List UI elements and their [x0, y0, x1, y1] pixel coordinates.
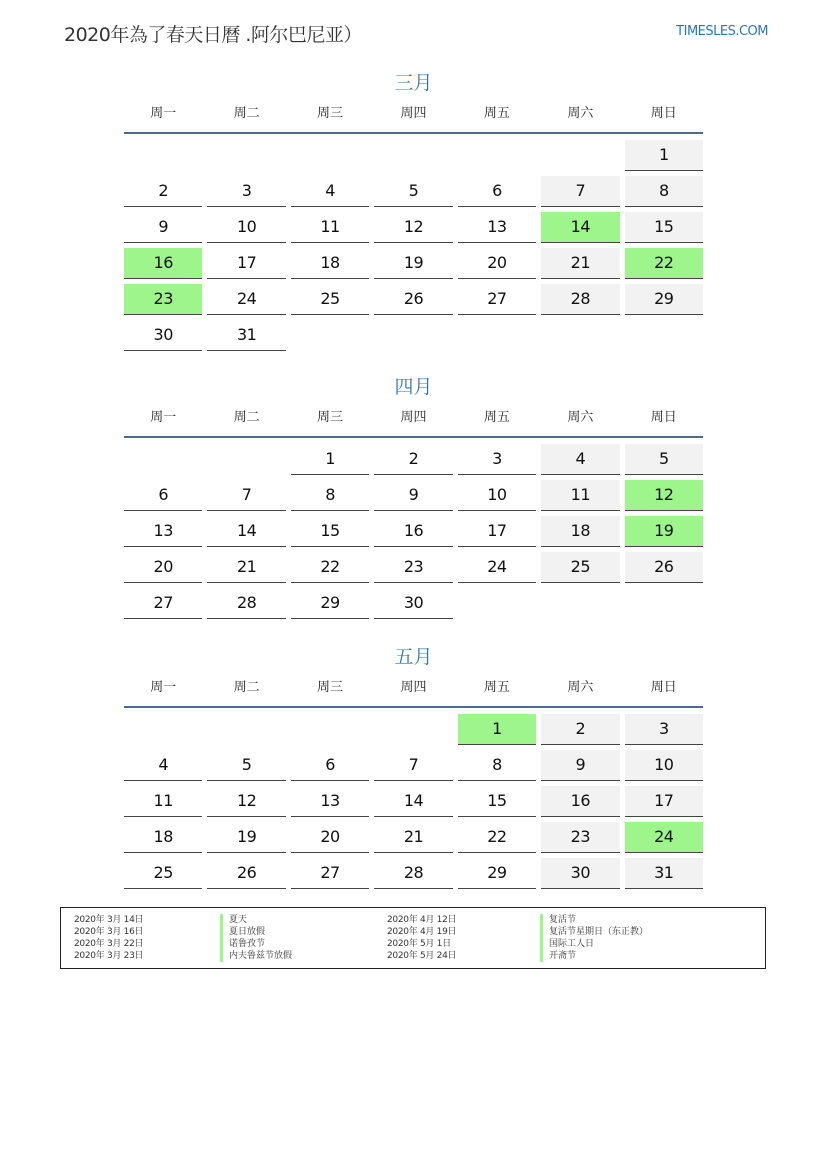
- weekend-day-cell: 7: [541, 176, 619, 207]
- day-cell: 13: [291, 786, 369, 817]
- day-cell: 30: [374, 588, 452, 619]
- holiday-day-cell: 22: [625, 248, 703, 279]
- weekday-label: 周六: [567, 680, 594, 695]
- day-cell: 29: [291, 588, 369, 619]
- legend-date: 2020年 3月 16日: [74, 927, 144, 937]
- day-cell: 23: [374, 552, 452, 583]
- day-cell: 21: [207, 552, 285, 583]
- weekend-day-cell: 9: [541, 750, 619, 781]
- day-cell: 16: [374, 516, 452, 547]
- day-cell: 25: [291, 284, 369, 315]
- day-cell: 24: [458, 552, 536, 583]
- weekend-day-cell: 4: [541, 444, 619, 475]
- holiday-day-cell: 24: [625, 822, 703, 853]
- day-cell: 5: [207, 750, 285, 781]
- day-cell: 17: [207, 248, 285, 279]
- day-cell: 20: [458, 248, 536, 279]
- legend-holiday-name: 开斋节: [540, 950, 576, 962]
- day-cell: 13: [458, 212, 536, 243]
- day-cell: 26: [374, 284, 452, 315]
- weekend-day-cell: 26: [625, 552, 703, 583]
- day-cell: 24: [207, 284, 285, 315]
- day-cell: 7: [207, 480, 285, 511]
- day-cell: 19: [207, 822, 285, 853]
- day-cell: 18: [124, 822, 202, 853]
- day-grid: [124, 714, 703, 889]
- weekend-day-cell: 8: [625, 176, 703, 207]
- day-cell: 6: [291, 750, 369, 781]
- day-cell: 12: [374, 212, 452, 243]
- weekend-day-cell: 16: [541, 786, 619, 817]
- weekday-header: [124, 402, 703, 438]
- legend-date: 2020年 3月 22日: [74, 939, 144, 949]
- holiday-day-cell: 23: [124, 284, 202, 315]
- day-cell: 22: [458, 822, 536, 853]
- weekend-day-cell: 28: [541, 284, 619, 315]
- day-grid: [124, 140, 703, 351]
- day-cell: 1: [291, 444, 369, 475]
- day-cell: 2: [124, 176, 202, 207]
- day-cell: 20: [291, 822, 369, 853]
- weekday-label: 周五: [483, 680, 510, 695]
- holiday-day-cell: 12: [625, 480, 703, 511]
- legend-holiday-name: 诺鲁孜节: [220, 938, 265, 950]
- day-cell: 10: [207, 212, 285, 243]
- month-may: [124, 642, 703, 889]
- legend-date: 2020年 4月 19日: [387, 927, 457, 937]
- month-title: 五月: [394, 646, 433, 668]
- day-cell: 12: [207, 786, 285, 817]
- month-march: [124, 68, 703, 351]
- weekend-day-cell: 1: [625, 140, 703, 171]
- holiday-day-cell: 16: [124, 248, 202, 279]
- weekend-day-cell: 10: [625, 750, 703, 781]
- weekend-day-cell: 15: [625, 212, 703, 243]
- day-cell: 28: [207, 588, 285, 619]
- weekday-label: 周六: [567, 410, 594, 425]
- day-cell: 19: [374, 248, 452, 279]
- day-cell: 25: [124, 858, 202, 889]
- legend-date: 2020年 5月 1日: [387, 939, 451, 949]
- day-cell: 9: [374, 480, 452, 511]
- legend-date: 2020年 4月 12日: [387, 915, 457, 925]
- weekday-label: 周一: [150, 680, 177, 695]
- day-cell: 5: [374, 176, 452, 207]
- page-title: 2020年為了春天日曆 .阿尔巴尼亚）: [64, 24, 362, 46]
- day-cell: 22: [291, 552, 369, 583]
- weekday-label: 周一: [150, 410, 177, 425]
- weekend-day-cell: 30: [541, 858, 619, 889]
- day-cell: 27: [291, 858, 369, 889]
- weekday-label: 周日: [650, 410, 677, 425]
- day-cell: 3: [207, 176, 285, 207]
- weekend-day-cell: 17: [625, 786, 703, 817]
- weekday-label: 周五: [483, 410, 510, 425]
- month-april: [124, 372, 703, 619]
- weekend-day-cell: 21: [541, 248, 619, 279]
- weekday-label: 周二: [233, 410, 260, 425]
- weekday-label: 周五: [483, 106, 510, 121]
- empty-cell: [124, 140, 202, 170]
- day-cell: 14: [207, 516, 285, 547]
- empty-cell: [374, 714, 452, 744]
- weekend-day-cell: 23: [541, 822, 619, 853]
- weekend-day-cell: 3: [625, 714, 703, 745]
- empty-cell: [291, 714, 369, 744]
- day-cell: 15: [458, 786, 536, 817]
- weekday-label: 周四: [400, 410, 427, 425]
- weekend-day-cell: 5: [625, 444, 703, 475]
- legend-holiday-name: 国际工人日: [540, 938, 594, 950]
- holiday-day-cell: 19: [625, 516, 703, 547]
- day-cell: 29: [458, 858, 536, 889]
- weekend-day-cell: 31: [625, 858, 703, 889]
- month-title: 三月: [394, 72, 433, 94]
- weekday-header: [124, 672, 703, 708]
- day-cell: 30: [124, 320, 202, 351]
- site-link[interactable]: TIMESLES.COM: [676, 24, 768, 39]
- day-cell: 15: [291, 516, 369, 547]
- empty-cell: [374, 140, 452, 170]
- weekend-day-cell: 2: [541, 714, 619, 745]
- empty-cell: [207, 444, 285, 474]
- legend-holiday-name: 内夫鲁兹节放假: [220, 950, 292, 962]
- day-cell: 11: [291, 212, 369, 243]
- legend-date: 2020年 3月 23日: [74, 951, 144, 961]
- empty-cell: [291, 140, 369, 170]
- weekday-label: 周日: [650, 680, 677, 695]
- day-cell: 28: [374, 858, 452, 889]
- weekday-label: 周四: [400, 106, 427, 121]
- legend-holiday-name: 复活节星期日（东正教）: [540, 926, 648, 938]
- weekday-label: 周二: [233, 680, 260, 695]
- weekday-label: 周三: [317, 106, 344, 121]
- day-cell: 27: [458, 284, 536, 315]
- legend-date: 2020年 5月 24日: [387, 951, 457, 961]
- empty-cell: [124, 714, 202, 744]
- day-cell: 4: [291, 176, 369, 207]
- day-cell: 11: [124, 786, 202, 817]
- legend-holiday-name: 夏天: [220, 914, 247, 926]
- day-cell: 6: [124, 480, 202, 511]
- weekday-label: 周四: [400, 680, 427, 695]
- weekend-day-cell: 29: [625, 284, 703, 315]
- empty-cell: [124, 444, 202, 474]
- day-cell: 6: [458, 176, 536, 207]
- weekday-header: [124, 98, 703, 134]
- day-cell: 14: [374, 786, 452, 817]
- weekday-label: 周三: [317, 410, 344, 425]
- day-cell: 2: [374, 444, 452, 475]
- day-grid: [124, 444, 703, 619]
- day-cell: 9: [124, 212, 202, 243]
- day-cell: 4: [124, 750, 202, 781]
- day-cell: 21: [374, 822, 452, 853]
- holiday-day-cell: 14: [541, 212, 619, 243]
- weekday-label: 周六: [567, 106, 594, 121]
- day-cell: 8: [291, 480, 369, 511]
- day-cell: 3: [458, 444, 536, 475]
- month-title: 四月: [394, 376, 433, 398]
- weekend-day-cell: 25: [541, 552, 619, 583]
- weekend-day-cell: 18: [541, 516, 619, 547]
- weekday-label: 周三: [317, 680, 344, 695]
- day-cell: 26: [207, 858, 285, 889]
- day-cell: 31: [207, 320, 285, 351]
- empty-cell: [458, 140, 536, 170]
- day-cell: 7: [374, 750, 452, 781]
- day-cell: 13: [124, 516, 202, 547]
- day-cell: 20: [124, 552, 202, 583]
- empty-cell: [207, 714, 285, 744]
- weekday-label: 周二: [233, 106, 260, 121]
- weekday-label: 周一: [150, 106, 177, 121]
- weekend-day-cell: 11: [541, 480, 619, 511]
- day-cell: 18: [291, 248, 369, 279]
- legend-date: 2020年 3月 14日: [74, 915, 144, 925]
- day-cell: 27: [124, 588, 202, 619]
- day-cell: 8: [458, 750, 536, 781]
- weekday-label: 周日: [650, 106, 677, 121]
- holiday-legend: [60, 907, 766, 969]
- legend-holiday-name: 复活节: [540, 914, 576, 926]
- day-cell: 17: [458, 516, 536, 547]
- empty-cell: [207, 140, 285, 170]
- holiday-day-cell: 1: [458, 714, 536, 745]
- day-cell: 10: [458, 480, 536, 511]
- empty-cell: [541, 140, 619, 170]
- legend-holiday-name: 夏日放假: [220, 926, 265, 938]
